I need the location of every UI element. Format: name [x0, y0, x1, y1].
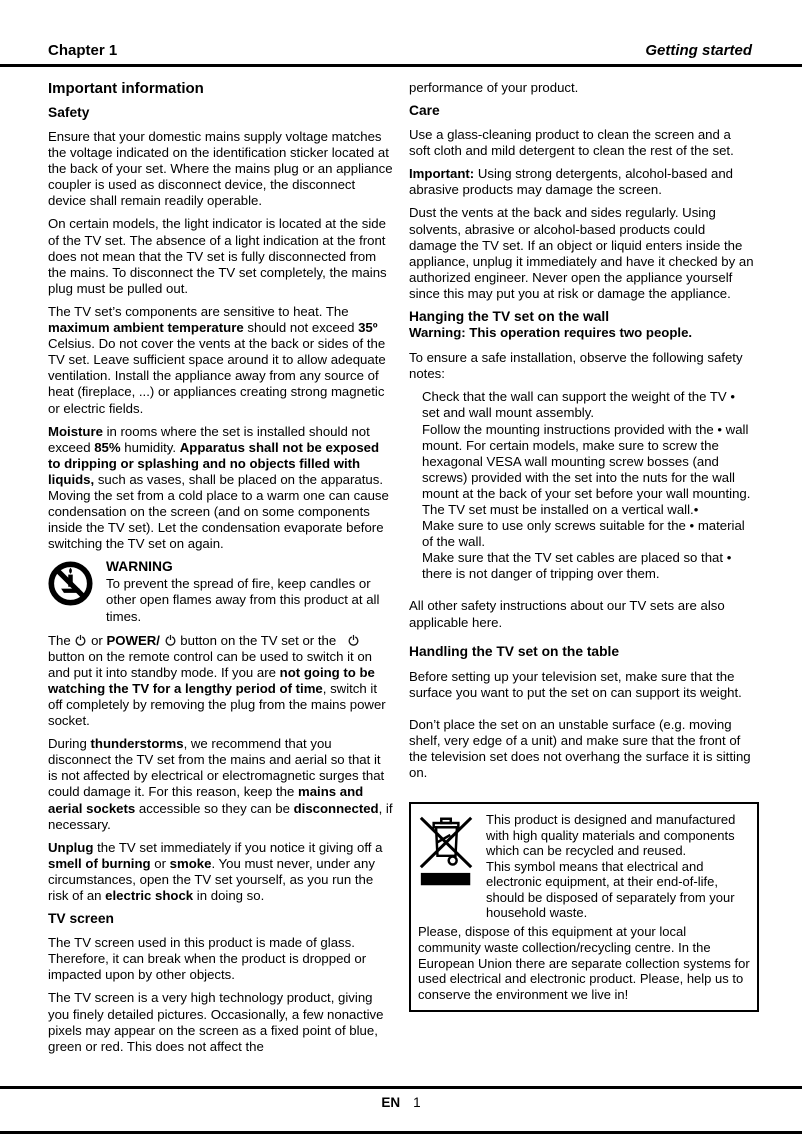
paragraph-hanging-outro: All other safety instructions about our TV sets are also applicable here. — [409, 598, 725, 630]
heading-care: Care — [409, 103, 440, 119]
power-icon — [348, 634, 359, 646]
chapter-title: Chapter 1 — [48, 42, 118, 59]
paragraph-continuation: performance of your product. — [409, 80, 579, 95]
recycle-text-symbol: This symbol means that electrical and electronic equipment, at their end-of-life, should be disposed of separately from your household waste. — [486, 858, 735, 921]
power-icon — [75, 634, 86, 646]
list-item: The TV set must be installed on a vertical wall.• — [422, 501, 699, 517]
paragraph-light-indicator: On certain models, the light indicator is located at the side of the TV set. The absence of a light indication at the front does not mean that the TV set is fully disconnected from the mains. To disconnect the TV set completely, the mains plug must be pulled out. — [48, 216, 387, 296]
list-item: Check that the wall can support the weight of the TV • set and wall mount assembly. — [422, 389, 735, 421]
section-title: Getting started — [645, 42, 752, 59]
paragraph-unstable: Don’t place the set on an unstable surface (e.g. moving shelf, very edge of a unit) and make sure that the front of the television set does not overhang the surface it is sitting on. — [409, 716, 751, 781]
recycle-text-materials: This product is designed and manufactured with high quality materials and components which can be recycled and reused. — [486, 812, 736, 859]
paragraph-unplug: Unplug the TV set immediately if you notice it giving off a smell of burning or smoke. You must never, under any circumstances, open the TV set yourself, as you run the risk of an electric shock in doing so. — [48, 839, 383, 904]
paragraph-power-button: The or POWER/ button on the TV set or the button on the remote control can be used to switch it on and put it into standby mode. If you are not going to be watching the TV for a lengthy period of time, switch it off completely by removing the plug from the mains power socket. — [48, 632, 386, 729]
right-column — [409, 80, 754, 1062]
bottom-rule — [0, 1131, 802, 1134]
footer-rule — [0, 1086, 802, 1089]
heading-hanging-tv: Hanging the TV set on the wall — [409, 309, 610, 325]
paragraph-thunderstorms: During thunderstorms, we recommend that you disconnect the TV set from the mains and aerial so that it is not affected by electrical or electromagnetic surges that could damage it. For this reason, keep the mains and aerial sockets accessible so they can be disconnected, if necessary. — [48, 736, 393, 832]
warning-title: WARNING — [106, 559, 173, 575]
paragraph-heat: The TV set’s components are sensitive to heat. The maximum ambient temperature should not exceed 35º Celsius. Do not cover the vents at the back or sides of the TV set. Leave sufficient space around it to allow adequate ventilation. Install the appliance away from any source of heat (fireplace, ...) or appliances creating strong magnetic or electric fields. — [48, 303, 386, 416]
warning-text: To prevent the spread of fire, keep candles or other open flames away from this product at all times. — [106, 576, 380, 624]
page-footer — [0, 1095, 802, 1110]
no-open-flames-icon — [48, 559, 93, 624]
recycle-box-top — [418, 812, 750, 921]
footer-page-number: 1 — [413, 1095, 421, 1110]
recycle-bottom-text: Please, dispose of this equipment at your local community waste collection/recycling centre. In the European Union there are separate collection systems for used electrical and electronic product. Please, help us to conserve the environment we live in! — [418, 923, 750, 1003]
paragraph-voltage: Ensure that your domestic mains supply voltage matches the voltage indicated on the identification sticker located at the back of your set. Where the mains plug or an appliance coupler is used as disconnect device, the disconnect device shall remain readily operable. — [48, 129, 393, 209]
safety-notes-list — [422, 389, 754, 582]
header-rule — [0, 64, 802, 67]
heading-handling-tv: Handling the TV set on the table — [409, 643, 620, 659]
hanging-warning-line: Warning: This operation requires two people. — [409, 325, 693, 341]
warning-block — [48, 559, 393, 624]
list-item: Make sure to use only screws suitable for the • material of the wall. — [422, 518, 745, 550]
left-column — [48, 80, 393, 1062]
paragraph-clean: Use a glass-cleaning product to clean the screen and a soft cloth and mild detergent to clean the rest of the set. — [409, 127, 734, 159]
paragraph-surface: Before setting up your television set, make sure that the surface you want to put the set on can support its weight. — [409, 668, 742, 700]
paragraph-moisture: Moisture in rooms where the set is installed should not exceed 85% humidity. Apparatus shall not be exposed to dripping or splashing and no objects filled with liquids, such as vases, shall be placed on the apparatus. Moving the set from a cold place to a warm one can cause condensation on the screen (and on some components inside the TV set). Let the condensation evaporate before switching the TV set on again. — [48, 423, 389, 552]
paragraph-pixels: The TV screen is a very high technology product, giving you finely detailed pictures. Occasionally, a few nonactive pixels may appear on the screen as a fixed point of blue, green or red. This does not affect the — [48, 990, 384, 1054]
paragraph-dust: Dust the vents at the back and sides regularly. Using solvents, abrasive or alcohol-based products could damage the TV set. If an object or liquid enters inside the appliance, unplug it immediately and have it checked by an authorized engineer. Never open the appliance yourself since this may put you at risk or damage the appliance. — [409, 205, 754, 301]
paragraph-hanging-intro: To ensure a safe installation, observe the following safety notes: — [409, 350, 743, 382]
paragraph-glass: The TV screen used in this product is made of glass. Therefore, it can break when the product is dropped or impacted upon by other objects. — [48, 935, 367, 983]
list-item: Make sure that the TV set cables are placed so that • there is not danger of tripping over them. — [422, 550, 732, 582]
footer-language: EN — [381, 1095, 401, 1110]
list-item: Follow the mounting instructions provided with the • wall mount. For certain models, make sure to screw the hexagonal VESA wall mounting screw bosses (and screws) provided with the set into the nuts for the wall mount at the back of your set before your wall mounting. — [422, 421, 751, 501]
weee-crossed-bin-icon — [418, 812, 476, 921]
recycling-notice-box — [409, 802, 759, 1012]
heading-important-information: Important information — [48, 80, 204, 97]
recycle-side-text — [486, 812, 750, 921]
heading-safety: Safety — [48, 105, 90, 120]
warning-text-wrap — [106, 559, 393, 624]
page-header — [48, 42, 752, 59]
heading-tv-screen: TV screen — [48, 911, 114, 927]
power-icon — [165, 634, 176, 646]
paragraph-important-note: Important: Using strong detergents, alcohol-based and abrasive products may damage the screen. — [409, 166, 733, 198]
page-content — [48, 80, 754, 1062]
